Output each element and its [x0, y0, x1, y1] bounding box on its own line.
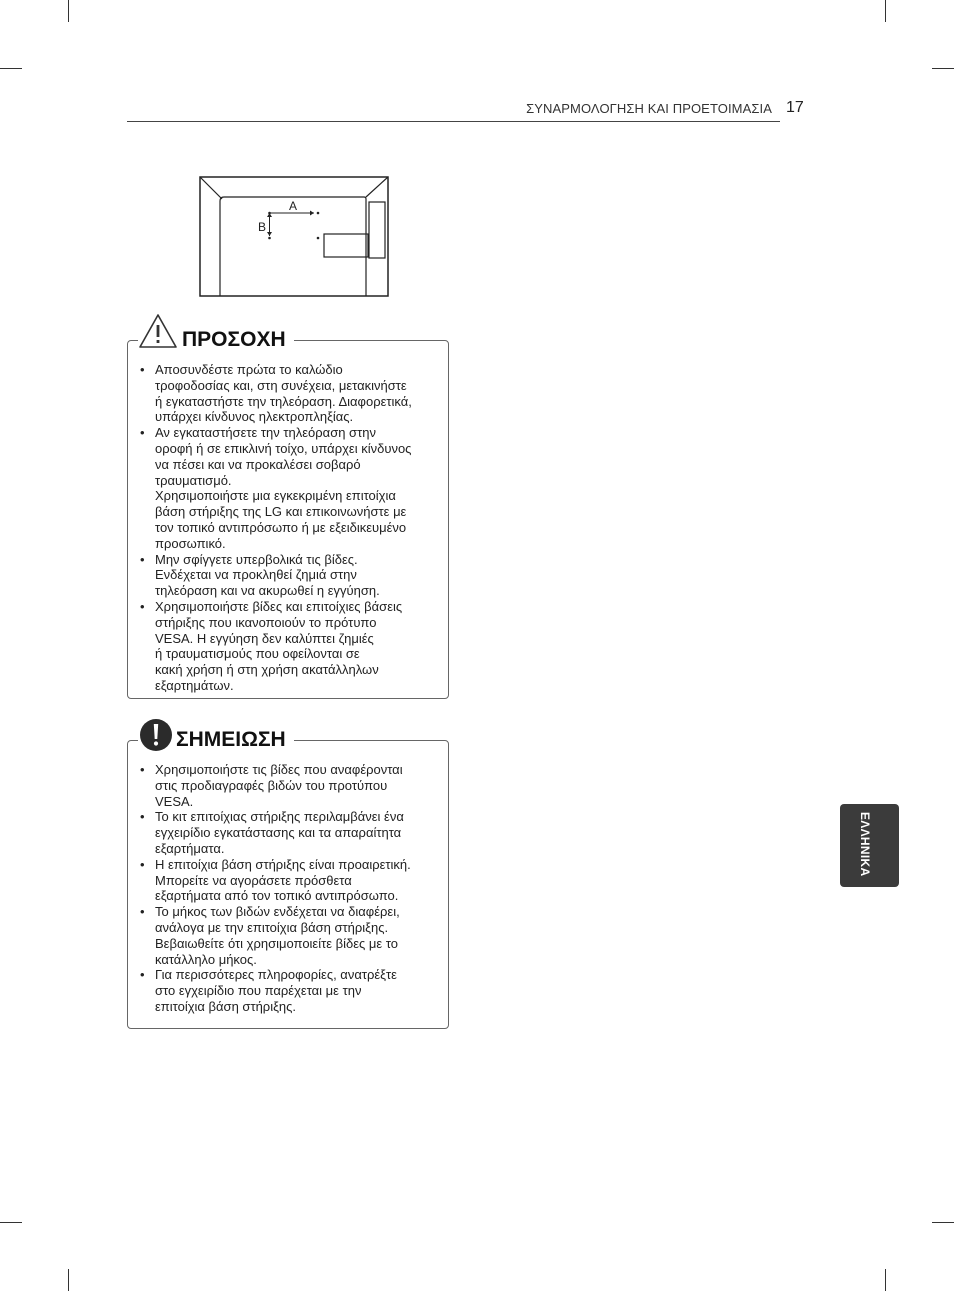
note-box	[127, 728, 449, 1029]
list-item: • Το κιτ επιτοίχιας στήριξης περιλαμβάνει ένα εγχειρίδιο εγκατάστασης και τα απαραίτητα εξαρτήματα.	[140, 809, 438, 856]
list-item: • Χρησιμοποιήστε βίδες και επιτοίχιες βάσεις στήριξης που ικανοποιούν το πρότυπο VESA. Η εγγύηση δεν καλύπτει ζημιές ή τραυματισμούς που οφείλονται σε κακή χρήση ή στη χρήση ακατάλληλων εξαρτημάτων.	[140, 599, 438, 694]
tv-back-diagram	[198, 175, 390, 299]
exclamation-circle-icon	[138, 717, 174, 753]
diagram-label-b: B	[258, 220, 267, 234]
crop-mark	[932, 68, 954, 69]
crop-mark	[885, 0, 886, 22]
section-title: ΣΥΝΑΡΜΟΛΟΓΗΣΗ ΚΑΙ ΠΡΟΕΤΟΙΜΑΣΙΑ	[526, 101, 772, 116]
warning-triangle-icon	[138, 313, 178, 349]
list-item: • Το μήκος των βιδών ενδέχεται να διαφέρει, ανάλογα με την επιτοίχια βάση στήριξης. Βεβαιωθείτε ότι χρησιμοποιείτε βίδες με το κατάλληλο μήκος.	[140, 904, 438, 967]
language-tab-label: ΕΛΛΗΝΙΚΑ	[858, 812, 872, 877]
list-item: • Για περισσότερες πληροφορίες, ανατρέξτε στο εγχειρίδιο που παρέχεται με την επιτοίχια βάση στήριξης.	[140, 967, 438, 1014]
note-list	[140, 762, 438, 1015]
crop-mark	[932, 1222, 954, 1223]
note-title: ΣΗΜΕΙΩΣΗ	[172, 728, 294, 752]
page-number: 17	[786, 99, 804, 116]
caution-list	[140, 362, 438, 694]
list-item: • Χρησιμοποιήστε τις βίδες που αναφέρονται στις προδιαγραφές βιδών του προτύπου VESA.	[140, 762, 438, 809]
crop-mark	[68, 0, 69, 22]
caution-box	[127, 328, 449, 699]
crop-mark	[0, 68, 22, 69]
crop-mark	[885, 1269, 886, 1291]
diagram-label-a: A	[289, 199, 298, 213]
language-tab	[840, 804, 899, 887]
crop-mark	[68, 1269, 69, 1291]
list-item: • Αποσυνδέστε πρώτα το καλώδιο τροφοδοσίας και, στη συνέχεια, μετακινήστε ή εγκαταστήστε την τηλεόραση. Διαφορετικά, υπάρχει κίνδυνος ηλεκτροπληξίας.	[140, 362, 438, 425]
header-divider	[127, 121, 780, 122]
list-item: • Αν εγκαταστήσετε την τηλεόραση στην οροφή ή σε επικλινή τοίχο, υπάρχει κίνδυνος να πέσει και να προκαλέσει σοβαρό τραυματισμό. Χρησιμοποιήστε μια εγκεκριμένη επιτοίχια βάση στήριξης της LG και επικοινωνήστε με τον τοπικό αντιπρόσωπο ή με εξειδικευμένο προσωπικό.	[140, 425, 438, 551]
caution-title: ΠΡΟΣΟΧΗ	[178, 328, 294, 352]
crop-mark	[0, 1222, 22, 1223]
list-item: • Η επιτοίχια βάση στήριξης είναι προαιρετική. Μπορείτε να αγοράσετε πρόσθετα εξαρτήματα από τον τοπικό αντιπρόσωπο.	[140, 857, 438, 904]
list-item: • Μην σφίγγετε υπερβολικά τις βίδες. Ενδέχεται να προκληθεί ζημιά στην τηλεόραση και να ακυρωθεί η εγγύηση.	[140, 552, 438, 599]
